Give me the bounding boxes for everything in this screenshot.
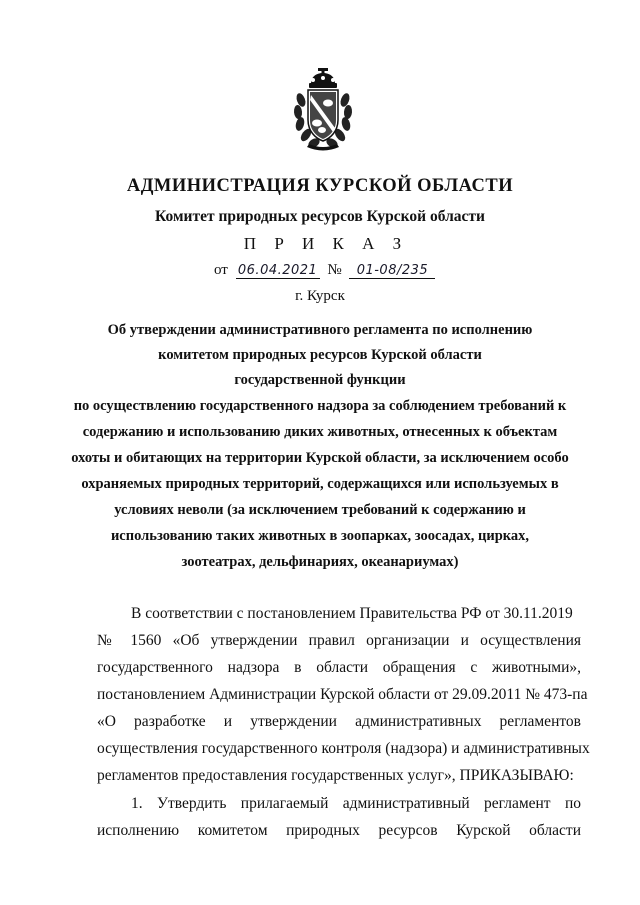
- date-value: 06.04.2021: [236, 264, 320, 279]
- paragraph-line: 1. Утвердить прилагаемый административный регламент по: [131, 795, 581, 812]
- paragraph-line: государственного надзора в области обращения с животными»,: [97, 659, 581, 676]
- title-line: государственной функции: [234, 372, 406, 388]
- date-prefix: от: [214, 262, 228, 278]
- paragraph-line: «О разработке и утверждении административных регламентов: [97, 713, 581, 730]
- paragraph-line: В соответствии с постановлением Правительства РФ от 30.11.2019: [131, 605, 573, 622]
- document-type: П Р И К А З: [243, 234, 409, 253]
- title-line: Об утверждении административного регламента по исполнению: [107, 322, 533, 338]
- title-line: содержанию и использованию диких животных, отнесенных к объектам: [82, 424, 558, 440]
- number-prefix: №: [327, 262, 342, 278]
- coat-of-arms-icon: [291, 68, 355, 154]
- title-line: по осуществлению государственного надзора за соблюдением требований к: [73, 398, 567, 414]
- paragraph-line: исполнению комитетом природных ресурсов Курской области: [97, 822, 581, 839]
- title-line: условиях неволи (за исключением требований к содержанию и: [114, 502, 526, 518]
- paragraph-line: № 1560 «Об утверждении правил организации и осуществления: [97, 632, 581, 649]
- committee-name: Комитет природных ресурсов Курской области: [155, 208, 485, 225]
- city: г. Курск: [295, 288, 345, 304]
- date-number-line: [214, 262, 435, 279]
- paragraph-line: осуществления государственного контроля (надзора) и административных: [97, 740, 590, 757]
- administration-title: АДМИНИСТРАЦИЯ КУРСКОЙ ОБЛАСТИ: [126, 176, 514, 196]
- number-value: 01-08/235: [349, 264, 435, 279]
- title-line: зоотеатрах, дельфинариях, океанариумах): [181, 554, 459, 570]
- title-line: комитетом природных ресурсов Курской области: [158, 347, 482, 363]
- title-line: использованию таких животных в зоопарках, зоосадах, цирках,: [110, 528, 530, 544]
- title-line: охраняемых природных территорий, содержащихся или используемых в: [81, 476, 559, 492]
- paragraph-line: постановлением Администрации Курской области от 29.09.2011 № 473-па: [97, 686, 588, 703]
- title-line: охоты и обитающих на территории Курской области, за исключением особо: [71, 450, 569, 466]
- paragraph-line: регламентов предоставления государственных услуг», ПРИКАЗЫВАЮ:: [97, 767, 574, 784]
